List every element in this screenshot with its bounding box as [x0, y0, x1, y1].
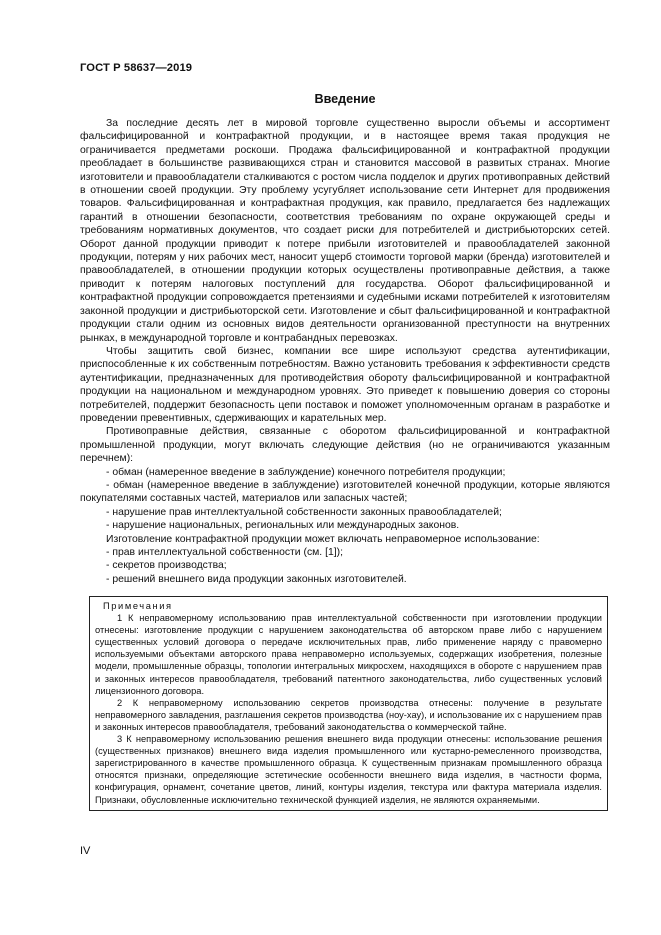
- note-item: 2 К неправомерному использованию секретов производства отнесены: получение в результате неправомерного завладения, разглашения секретов производства (ноу-хау), и использование их с нарушением прав и законных интересов правообладателя, требований законодательства о коммерческой тайне.: [95, 697, 602, 732]
- list-item: - решений внешнего вида продукции законных изготовителей.: [106, 573, 407, 585]
- document-code: ГОСТ Р 58637—2019: [80, 62, 193, 74]
- list-item: - нарушение прав интеллектуальной собственности законных правообладателей;: [106, 506, 502, 518]
- note-item: 3 К неправомерному использованию решения внешнего вида продукции отнесены: использование решения (существенных признаков) внешнего вида изделия промышленного или кустарно-ремесленного производства, зарегистрированного в качестве промышленного образца. К существенным признакам промышленного образца относятся признаки, определяющие эстетические особенности внешнего вида изделия, в частности форма, конфигурация, орнамент, сочетание цветов, линий, контуры изделия, текстура или фактура материала изделия. Признаки, обусловленные исключительно технической функцией изделия, не являются охраняемыми.: [95, 734, 602, 805]
- note-item: 1 К неправомерному использованию прав интеллектуальной собственности при изготовлении продукции отнесены: изготовление продукции с нарушением законодательства об авторском праве либо с нарушением существенных условий договора о передаче исключительных прав, либо применение наряду с правомерно используемыми объектами авторского права неправомерно используемых, содержащих изобретения, полезные модели, промышленные образцы, топологии интегральных микросхем, находящихся в обороте с нарушением прав и законных интересов правообладателя, требований патентного законодательства, либо существенных условий лицензионного договора.: [95, 613, 602, 696]
- paragraph: За последние десять лет в мировой торговле существенно выросли объемы и ассортимент фальсифицированной и контрафактной продукции, и в настоящее время такая продукция не ограничивается предметами роскоши. Продажа фальсифицированной и контрафактной продукции преобладает в большинстве развивающихся стран и становится массовой в развитых странах. Многие изготовители и правообладатели сталкиваются с ростом числа подделок и других противоправных действий в отношении своей продукции. Эту проблему усугубляет использование сети Интернет для продвижения товаров. Фальсифицированная и контрафактная продукция, как правило, предлагается без надлежащих гарантий в отношении безопасности, соответствия требованиям по охране окружающей среды и требованиям нормативных документов, что создает риски для потребителей и дистрибьюторских сетей. Оборот данной продукции приводит к потере прибыли изготовителей и правообладателей законной продукции, потерям у них рабочих мест, наносит ущерб стоимости торговой марки (бренда) изготовителей и правообладателей, в отношении продукции которых осуществлены противоправные действия, а также приводит к потерям налоговых поступлений для государства. Оборот фальсифицированной и контрафактной продукции сопровождается претензиями и судебными исками потребителей к изготовителям законной продукции и дистрибьюторской сети. Изготовление и сбыт фальсифицированной и контрафактной продукции стали одним из основных видов деятельности организованной преступности на внутренних рынках, в международной торговле и контрабандных перевозках.: [80, 118, 610, 344]
- notes-heading: Примечания: [103, 601, 173, 611]
- list-item: - обман (намеренное введение в заблуждение) изготовителей конечной продукции, которые являются покупателями составных частей, материалов или запасных частей;: [80, 479, 610, 505]
- notes-box: [89, 596, 608, 811]
- section-title: Введение: [314, 92, 376, 106]
- paragraph: Противоправные действия, связанные с оборотом фальсифицированной и контрафактной промышленной продукции, могут включать следующие действия (но не ограничиваются указанным перечнем):: [80, 426, 610, 465]
- list-item: - нарушение национальных, региональных или международных законов.: [106, 520, 460, 532]
- page-number: IV: [80, 845, 91, 857]
- list-item: - обман (намеренное введение в заблуждение) конечного потребителя продукции;: [106, 466, 506, 478]
- body-text: [80, 117, 610, 586]
- list-item: - секретов производства;: [106, 560, 227, 572]
- list-item: - прав интеллектуальной собственности (см. [1]);: [106, 547, 343, 558]
- paragraph: Чтобы защитить свой бизнес, компании все шире используют средства аутентификации, приспособленные к их собственным потребностям. Важно установить требования к эффективности средств аутентификации, предназначенных для противодействия обороту фальсифицированной и контрафактной продукции на национальном и международном уровнях. Это приведет к повышению доверия со стороны потребителей, поддержит безопасность цепи поставок и поможет уполномоченным органам в разработке и проведении превентивных, сдерживающих и карательных мер.: [80, 345, 610, 424]
- paragraph: Изготовление контрафактной продукции может включать неправомерное использование:: [106, 533, 540, 545]
